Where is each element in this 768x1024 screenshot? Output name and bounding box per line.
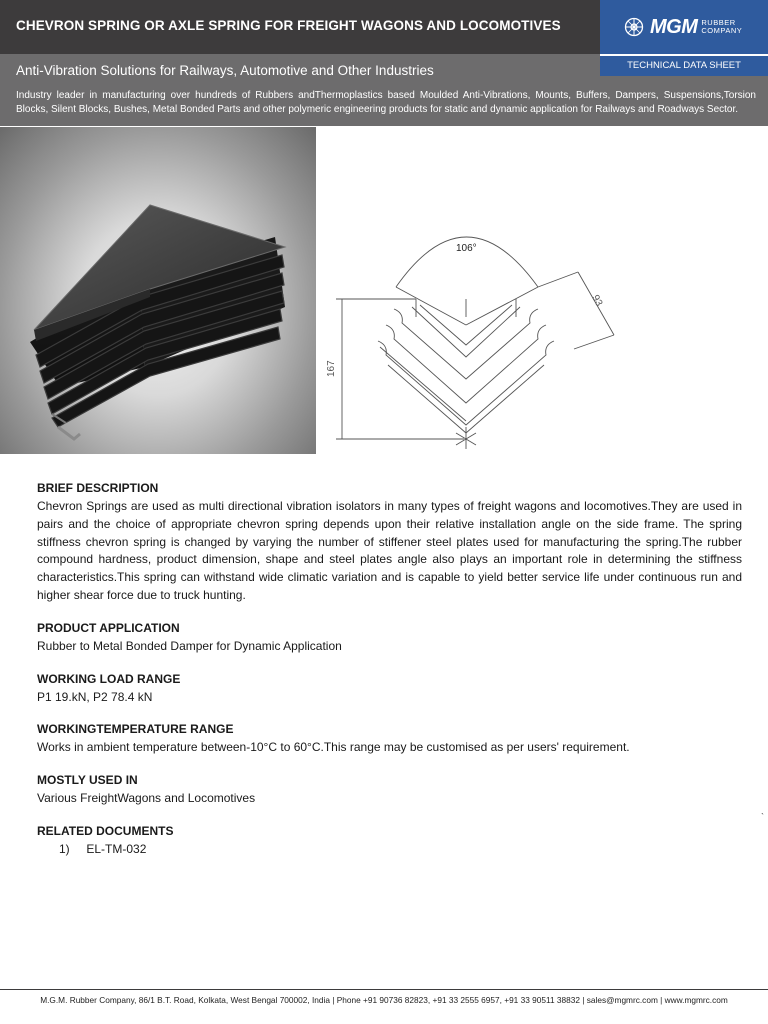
footer-divider xyxy=(0,989,768,990)
angle-label: 106° xyxy=(456,243,477,254)
brief-description-section xyxy=(37,481,742,605)
section-heading: WORKING LOAD RANGE xyxy=(37,671,181,686)
section-heading: BRIEF DESCRIPTION xyxy=(37,481,159,495)
chevron-spring-image xyxy=(0,127,316,454)
document-title: CHEVRON SPRING OR AXLE SPRING FOR FREIGHT WAGONS AND LOCOMOTIVES xyxy=(16,18,561,33)
section-text: Rubber to Metal Bonded Damper for Dynamic Application xyxy=(37,638,342,653)
mostly-used-in-section xyxy=(37,773,742,808)
working-load-section xyxy=(37,672,742,707)
doc-type-badge: TECHNICAL DATA SHEET xyxy=(600,54,768,76)
document-subtitle: Anti-Vibration Solutions for Railways, Automotive and Other Industries xyxy=(16,63,434,78)
section-heading: RELATED DOCUMENTS xyxy=(37,823,174,838)
section-text: Chevron Springs are used as multi directional vibration isolators in many types of freight wagons and locomotives.They are used in pairs and the choice of appropriate chevron spring depends upon their relative installation angle on the side frame. The spring stiffness chevron spring is changed by varying the number of stiffener steel plates used for manufacturing the spring.The rubber compound hardness, product dimension, shape and steel plates angle also plays an important role in determining the stiffness characteristics.This spring can withstand wide climatic variation and is capable to yield better service life under continuous run and higher shear force due to truck hunting. xyxy=(37,499,742,602)
related-documents-list xyxy=(37,841,742,858)
list-item-label: EL-TM-032 xyxy=(86,841,147,856)
side-label: 93 xyxy=(589,293,605,309)
subtitle-bar xyxy=(0,54,600,86)
section-text: P1 19.kN, P2 78.4 kN xyxy=(37,689,153,704)
list-item-number: 1) xyxy=(59,841,70,856)
brand-box xyxy=(600,0,768,54)
brand-line-1: RUBBER xyxy=(701,18,736,27)
intro-text: Industry leader in manufacturing over hundreds of Rubbers andThermoplastics based Moulded Anti-Vibrations, Mounts, Buffers, Dampers, Suspensions,Torsion Blocks, Silent Blocks, Bushes, Metal Bonded Parts and other polymeric engineering products for static and dynamic application for Railways and Roadways Sector. xyxy=(16,90,756,115)
product-application-section xyxy=(37,621,742,656)
height-label: 167 xyxy=(326,360,337,377)
list-item[interactable] xyxy=(37,841,742,858)
emblem-icon xyxy=(624,17,644,37)
section-heading: WORKINGTEMPERATURE RANGE xyxy=(37,722,234,737)
section-text: Works in ambient temperature between-10°C to 60°C.This range may be customised as per users' requirement. xyxy=(37,740,630,755)
dimension-drawing xyxy=(316,127,646,454)
brand-name: MGM xyxy=(650,15,698,38)
subtitle-bar-extension xyxy=(600,76,768,86)
footer-contact: M.G.M. Rubber Company, 86/1 B.T. Road, Kolkata, West Bengal 700002, India | Phone +91 90736 82823, +91 33 2555 6957, +91 33 90511 38832 | sales@mgmrc.com | www.mgmrc.com xyxy=(40,995,728,1005)
margin-mark: ` xyxy=(761,812,764,822)
section-heading: MOSTLY USED IN xyxy=(37,773,138,788)
content xyxy=(37,481,742,874)
temperature-section xyxy=(37,722,742,757)
related-documents-section xyxy=(37,824,742,858)
brand-subtext xyxy=(701,19,742,35)
intro-bar xyxy=(0,86,768,126)
section-text: Various FreightWagons and Locomotives xyxy=(37,791,256,806)
company-logo[interactable] xyxy=(624,14,742,40)
technical-drawing xyxy=(316,127,646,454)
section-heading: PRODUCT APPLICATION xyxy=(37,620,180,635)
header-bar xyxy=(0,0,600,54)
product-photo xyxy=(0,127,316,454)
brand-line-2: COMPANY xyxy=(701,26,743,35)
